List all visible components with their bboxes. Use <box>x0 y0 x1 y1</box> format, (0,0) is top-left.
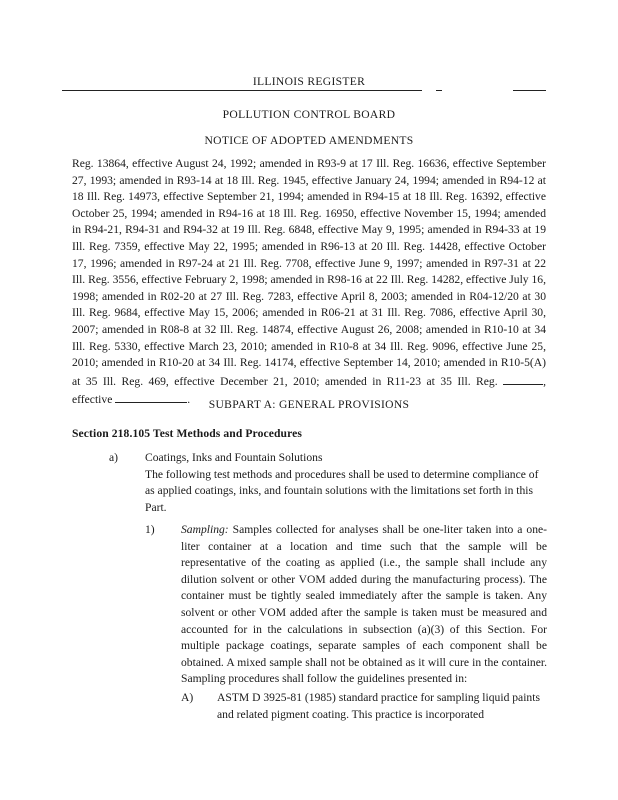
subsection-A-label: A) <box>181 691 194 704</box>
history-paragraph: Reg. 13864, effective August 24, 1992; amended in R93-9 at 17 Ill. Reg. 16636, effective September 27, 1993; amended in R93-14 at 18 Ill. Reg. 1945, effective January 24, 1994; amended in R94-12 at 18 Ill. Reg. 14973, effective September 21, 1994; amended in R94-15 at 18 Ill. Reg. 16392, effective October 25, 1994; amended in R94-16 at 18 Ill. Reg. 16950, effective November 15, 1994; amended in R94-21, R94-31 and R94-32 at 19 Ill. Reg. 6848, effective May 9, 1995; amended in R94-33 at 19 Ill. Reg. 7359, effective May 22, 1995; amended in R96-13 at 20 Ill. Reg. 14428, effective October 17, 1996; amended in R97-24 at 21 Ill. Reg. 7708, effective June 9, 1997; amended in R97-31 at 22 Ill. Reg. 3556, effective February 2, 1998; amended in R98-16 at 22 Ill. Reg. 14282, effective July 16, 1998; amended in R02-20 at 27 Ill. Reg. 7283, effective April 8, 2003; amended in R04-12/20 at 30 Ill. Reg. 9684, effective May 15, 2006; amended in R06-21 at 31 Ill. Reg. 7086, effective April 30, 2007; amended in R08-8 at 32 Ill. Reg. 14874, effective August 26, 2008; amended in R10-10 at 34 Ill. Reg. 5330, effective March 23, 2010; amended in R10-8 at 34 Ill. Reg. 9096, effective June 25, 2010; amended in R10-20 at 34 Ill. Reg. 14174, effective September 14, 2010; amended in R10-5(A) at 35 Ill. Reg. 469, effective December 21, 2010; amended in R11-23 at 35 Ill. Reg. , effective . <box>72 157 546 407</box>
subsection-A-body: ASTM D 3925-81 (1985) standard practice for sampling liquid paints and related pigment coating. This practice is incorporated <box>217 691 540 721</box>
blank-reg-page <box>503 372 543 385</box>
subpart-heading: SUBPART A: GENERAL PROVISIONS <box>208 398 410 411</box>
subsection-a-label: a) <box>109 451 119 464</box>
register-title: ILLINOIS REGISTER <box>252 75 366 88</box>
section-title: Section 218.105 Test Methods and Procedures <box>72 427 302 440</box>
sampling-term: Sampling: <box>181 523 229 536</box>
subsection-a-heading: Coatings, Inks and Fountain Solutions <box>145 451 323 464</box>
history-text: Reg. 13864, effective August 24, 1992; amended in R93-9 at 17 Ill. Reg. 16636, effective September 27, 1993; amended in R93-14 at 18 Ill. Reg. 1945, effective January 24, 1994; amended in R94-12 at 18 Ill. Reg. 14973, effective September 21, 1994; amended in R94-15 at 18 Ill. Reg. 16392, effective October 25, 1994; amended in R94-16 at 18 Ill. Reg. 16950, effective November 15, 1994; amended in R94-21, R94-31 and R94-32 at 19 Ill. Reg. 6848, effective May 9, 1995; amended in R94-33 at 19 Ill. Reg. 7359, effective May 22, 1995; amended in R96-13 at 20 Ill. Reg. 14428, effective October 17, 1996; amended in R97-24 at 21 Ill. Reg. 7708, effective June 9, 1997; amended in R97-31 at 22 Ill. Reg. 3556, effective February 2, 1998; amended in R98-16 at 22 Ill. Reg. 14282, effective July 16, 1998; amended in R02-20 at 27 Ill. Reg. 7283, effective April 8, 2003; amended in R04-12/20 at 30 Ill. Reg. 9684, effective May 15, 2006; amended in R06-21 at 31 Ill. Reg. 7086, effective April 30, 2007; amended in R08-8 at 32 Ill. Reg. 14874, effective August 26, 2008; amended in R10-10 at 34 Ill. Reg. 5330, effective March 23, 2010; amended in R10-8 at 34 Ill. Reg. 9096, effective June 25, 2010; amended in R10-20 at 34 Ill. Reg. 14174, effective September 14, 2010; amended in R10-5(A) at 35 Ill. Reg. 469, effective December 21, 2010; amended in R11-23 at 35 Ill. Reg. <box>72 157 546 388</box>
subsection-a-text: The following test methods and procedures shall be used to determine compliance of as applied coatings, inks, and fountain solutions with the limitations set forth in this Part. <box>145 467 539 514</box>
subsection-1-text: Samples collected for analyses shall be one-liter taken into a one-liter container at a location and time such that the sample will be representative of the coating as applied (i.e., the sample shall include any dilution solvent or other VOM added during the manufacturing process). The container must be tightly sealed immediately after the sample is taken. Any solvent or other VOM added after the sample is taken must be measured and accounted for in the calculations in subsection (a)(3) of this Section. For multiple package coatings, separate samples of each component shall be obtained. A mixed sample shall not be obtained as it will cure in the container. Sampling procedures shall follow the guidelines presented in: <box>181 523 547 686</box>
board-title: POLLUTION CONTROL BOARD <box>222 108 396 121</box>
subsection-a-body <box>145 450 545 516</box>
history-effective: , effective <box>72 374 546 407</box>
subsection-1-label: 1) <box>145 523 155 536</box>
notice-title: NOTICE OF ADOPTED AMENDMENTS <box>204 134 414 147</box>
subsection-1-body <box>181 522 547 688</box>
